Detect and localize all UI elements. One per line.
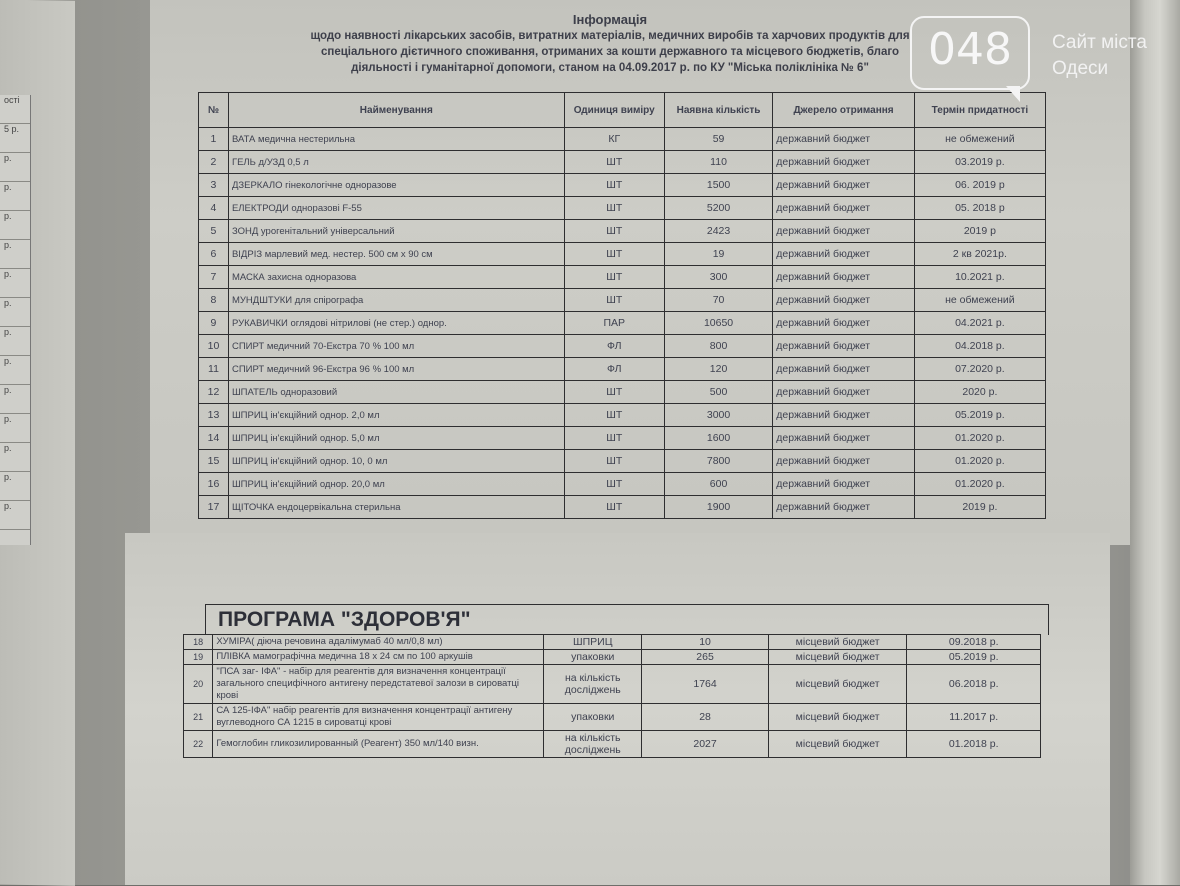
item-quantity: 19 — [664, 243, 772, 266]
item-name: СПИРТ медичний 96-Екстра 96 % 100 мл — [228, 358, 564, 381]
table-row — [184, 635, 1041, 650]
item-expiry: 01.2018 р. — [907, 731, 1041, 758]
item-unit: ШТ — [564, 450, 664, 473]
table-row — [184, 731, 1041, 758]
item-expiry: 11.2017 р. — [907, 704, 1041, 731]
item-source: державний бюджет — [773, 427, 915, 450]
item-expiry: 04.2018 р. — [914, 335, 1045, 358]
header-name: Найменування — [228, 93, 564, 128]
item-source: державний бюджет — [773, 450, 915, 473]
item-unit: ШТ — [564, 381, 664, 404]
item-source: державний бюджет — [773, 381, 915, 404]
item-unit: ФЛ — [564, 358, 664, 381]
item-unit: упаковки — [544, 650, 642, 665]
item-expiry: 2020 р. — [914, 381, 1045, 404]
item-expiry: не обмежений — [914, 128, 1045, 151]
row-number: 11 — [199, 358, 229, 381]
item-quantity: 600 — [664, 473, 772, 496]
table-row — [184, 704, 1041, 731]
supplies-table — [198, 92, 1046, 519]
item-source: державний бюджет — [773, 358, 915, 381]
item-unit: ШТ — [564, 404, 664, 427]
item-unit: ШТ — [564, 174, 664, 197]
item-name: ХУМІРА( діюча речовина адалімумаб 40 мл/0,8 мл) — [213, 635, 544, 650]
item-source: державний бюджет — [773, 128, 915, 151]
item-unit: ШТ — [564, 289, 664, 312]
item-name: ШПАТЕЛЬ одноразовий — [228, 381, 564, 404]
partial-cell: 5 р. — [0, 124, 30, 153]
item-name: МУНДШТУКИ для спірографа — [228, 289, 564, 312]
heading-line-2: щодо наявності лікарських засобів, витратних матеріалів, медичних виробів та харчових продуктів для — [310, 30, 910, 42]
item-unit: ШТ — [564, 243, 664, 266]
table-row — [199, 197, 1046, 220]
item-expiry: 03.2019 р. — [914, 151, 1045, 174]
item-expiry: 05. 2018 р — [914, 197, 1045, 220]
item-quantity: 28 — [642, 704, 768, 731]
item-source: державний бюджет — [773, 404, 915, 427]
item-unit: ПАР — [564, 312, 664, 335]
item-unit: ФЛ — [564, 335, 664, 358]
partial-cell: р. — [0, 211, 30, 240]
item-quantity: 2027 — [642, 731, 768, 758]
partial-cell: р. — [0, 356, 30, 385]
left-partial-table — [0, 95, 31, 545]
item-quantity: 500 — [664, 381, 772, 404]
item-unit: ШТ — [564, 266, 664, 289]
item-source: державний бюджет — [773, 174, 915, 197]
item-source: місцевий бюджет — [768, 731, 907, 758]
item-name: ЗОНД урогенітальний універсальний — [228, 220, 564, 243]
item-unit: на кількість досліджень — [544, 731, 642, 758]
item-source: державний бюджет — [773, 335, 915, 358]
row-number: 4 — [199, 197, 229, 220]
header-source: Джерело отримання — [773, 93, 915, 128]
item-expiry: 06.2018 р. — [907, 665, 1041, 704]
window-frame — [1130, 0, 1180, 885]
item-expiry: 05.2019 р. — [907, 650, 1041, 665]
item-quantity: 1600 — [664, 427, 772, 450]
partial-cell: р. — [0, 153, 30, 182]
item-name: СА 125-ІФА" набір реагентів для визначення концентрації антигену вуглеводного СА 1215 в сироватці крові — [213, 704, 544, 731]
item-name: ДЗЕРКАЛО гінекологічне одноразове — [228, 174, 564, 197]
table-row — [184, 665, 1041, 704]
item-source: місцевий бюджет — [768, 704, 907, 731]
header-unit: Одиниця виміру — [564, 93, 664, 128]
item-source: державний бюджет — [773, 496, 915, 519]
item-name: СПИРТ медичний 70-Екстра 70 % 100 мл — [228, 335, 564, 358]
item-name: ЕЛЕКТРОДИ одноразові F-55 — [228, 197, 564, 220]
item-source: державний бюджет — [773, 151, 915, 174]
item-expiry: 07.2020 р. — [914, 358, 1045, 381]
table-row — [199, 266, 1046, 289]
table-row — [199, 335, 1046, 358]
item-unit: ШПРИЦ — [544, 635, 642, 650]
header-expiry: Термін придатності — [914, 93, 1045, 128]
header-number: № — [199, 93, 229, 128]
item-expiry: не обмежений — [914, 289, 1045, 312]
row-number: 3 — [199, 174, 229, 197]
row-number: 7 — [199, 266, 229, 289]
item-quantity: 1900 — [664, 496, 772, 519]
partial-cell: р. — [0, 298, 30, 327]
item-quantity: 10 — [642, 635, 768, 650]
table-row — [199, 358, 1046, 381]
row-number: 18 — [184, 635, 213, 650]
row-number: 8 — [199, 289, 229, 312]
partial-cell: р. — [0, 443, 30, 472]
item-name: ШПРИЦ ін'єкційний однор. 2,0 мл — [228, 404, 564, 427]
table-row — [199, 312, 1046, 335]
row-number: 16 — [199, 473, 229, 496]
item-source: державний бюджет — [773, 473, 915, 496]
speech-bubble-tail — [1006, 86, 1020, 102]
item-expiry: 05.2019 р. — [914, 404, 1045, 427]
row-number: 6 — [199, 243, 229, 266]
table-row — [199, 381, 1046, 404]
item-quantity: 300 — [664, 266, 772, 289]
partial-cell: р. — [0, 472, 30, 501]
row-number: 17 — [199, 496, 229, 519]
item-unit: ШТ — [564, 220, 664, 243]
row-number: 2 — [199, 151, 229, 174]
item-source: місцевий бюджет — [768, 650, 907, 665]
item-quantity: 800 — [664, 335, 772, 358]
item-source: місцевий бюджет — [768, 665, 907, 704]
row-number: 15 — [199, 450, 229, 473]
item-quantity: 120 — [664, 358, 772, 381]
table-row — [199, 151, 1046, 174]
item-name: ВІДРІЗ марлевий мед. нестер. 500 см х 90 см — [228, 243, 564, 266]
partial-cell: р. — [0, 385, 30, 414]
item-quantity: 265 — [642, 650, 768, 665]
item-unit: упаковки — [544, 704, 642, 731]
table-row — [199, 450, 1046, 473]
item-expiry: 09.2018 р. — [907, 635, 1041, 650]
site-logo — [910, 16, 1036, 98]
item-name: ШПРИЦ ін'єкційний однор. 20,0 мл — [228, 473, 564, 496]
program-title: ПРОГРАМА "ЗДОРОВ'Я" — [205, 604, 1049, 635]
item-name: ПЛІВКА мамографічна медична 18 х 24 см по 100 аркушів — [213, 650, 544, 665]
item-name: ЩІТОЧКА ендоцервікальна стерильна — [228, 496, 564, 519]
item-unit: КГ — [564, 128, 664, 151]
table-row — [199, 220, 1046, 243]
row-number: 9 — [199, 312, 229, 335]
item-expiry: 01.2020 р. — [914, 473, 1045, 496]
table-row — [199, 473, 1046, 496]
logo-number: 048 — [928, 24, 1012, 75]
row-number: 22 — [184, 731, 213, 758]
heading-line-3: спеціального дієтичного споживання, отриманих за кошти державного та місцевого бюджетів, благо — [320, 46, 899, 58]
item-expiry: 2 кв 2021р. — [914, 243, 1045, 266]
item-unit: ШТ — [564, 473, 664, 496]
item-source: державний бюджет — [773, 220, 915, 243]
row-number: 10 — [199, 335, 229, 358]
table-row — [184, 650, 1041, 665]
item-source: державний бюджет — [773, 266, 915, 289]
logo-caption-line-1: Сайт міста — [1052, 32, 1147, 53]
item-name: РУКАВИЧКИ оглядові нітрилові (не стер.) однор. — [228, 312, 564, 335]
item-expiry: 10.2021 р. — [914, 266, 1045, 289]
item-expiry: 01.2020 р. — [914, 450, 1045, 473]
item-unit: на кількість досліджень — [544, 665, 642, 704]
item-expiry: 04.2021 р. — [914, 312, 1045, 335]
logo-caption — [1052, 30, 1147, 82]
item-quantity: 3000 — [664, 404, 772, 427]
partial-cell: р. — [0, 182, 30, 211]
table-row — [199, 289, 1046, 312]
item-name: МАСКА захисна одноразова — [228, 266, 564, 289]
item-quantity: 10650 — [664, 312, 772, 335]
item-source: державний бюджет — [773, 243, 915, 266]
item-quantity: 1764 — [642, 665, 768, 704]
item-quantity: 5200 — [664, 197, 772, 220]
item-source: державний бюджет — [773, 289, 915, 312]
logo-caption-line-2: Одеси — [1052, 58, 1109, 79]
table-row — [199, 128, 1046, 151]
row-number: 21 — [184, 704, 213, 731]
item-quantity: 70 — [664, 289, 772, 312]
item-unit: ШТ — [564, 197, 664, 220]
item-name: ШПРИЦ ін'єкційний однор. 5,0 мл — [228, 427, 564, 450]
header-quantity: Наявна кількість — [664, 93, 772, 128]
item-source: державний бюджет — [773, 197, 915, 220]
item-name: ВАТА медична нестерильна — [228, 128, 564, 151]
item-quantity: 7800 — [664, 450, 772, 473]
item-unit: ШТ — [564, 496, 664, 519]
partial-cell: р. — [0, 327, 30, 356]
table-row — [199, 243, 1046, 266]
item-name: Гемоглобин гликозилированный (Реагент) 350 мл/140 визн. — [213, 731, 544, 758]
table-row — [199, 404, 1046, 427]
row-number: 20 — [184, 665, 213, 704]
row-number: 13 — [199, 404, 229, 427]
row-number: 12 — [199, 381, 229, 404]
row-number: 5 — [199, 220, 229, 243]
heading-line-4: діяльності і гуманітарної допомоги, станом на 04.09.2017 р. по КУ "Міська поліклініка № 6" — [351, 62, 869, 74]
item-name: "ПСА заг- ІФА" - набір для реагентів для визначення концентрації загального специфічного антигену передстатевої залози в сироватці крові — [213, 665, 544, 704]
item-expiry: 06. 2019 р — [914, 174, 1045, 197]
item-unit: ШТ — [564, 427, 664, 450]
item-name: ШПРИЦ ін'єкційний однор. 10, 0 мл — [228, 450, 564, 473]
item-source: державний бюджет — [773, 312, 915, 335]
partial-cell: р. — [0, 414, 30, 443]
table-row — [199, 174, 1046, 197]
partial-cell: р. — [0, 501, 30, 530]
partial-cell: ості — [0, 95, 30, 124]
table-row — [199, 496, 1046, 519]
item-quantity: 1500 — [664, 174, 772, 197]
row-number: 14 — [199, 427, 229, 450]
item-expiry: 2019 р. — [914, 496, 1045, 519]
item-expiry: 2019 р — [914, 220, 1045, 243]
item-quantity: 110 — [664, 151, 772, 174]
item-quantity: 2423 — [664, 220, 772, 243]
table-row — [199, 427, 1046, 450]
item-quantity: 59 — [664, 128, 772, 151]
item-expiry: 01.2020 р. — [914, 427, 1045, 450]
document-heading — [210, 12, 1010, 76]
program-table — [183, 634, 1041, 758]
partial-cell: р. — [0, 269, 30, 298]
row-number: 19 — [184, 650, 213, 665]
heading-title: Інформація — [572, 12, 648, 27]
item-name: ГЕЛЬ д/УЗД 0,5 л — [228, 151, 564, 174]
item-source: місцевий бюджет — [768, 635, 907, 650]
partial-cell: р. — [0, 240, 30, 269]
row-number: 1 — [199, 128, 229, 151]
item-unit: ШТ — [564, 151, 664, 174]
